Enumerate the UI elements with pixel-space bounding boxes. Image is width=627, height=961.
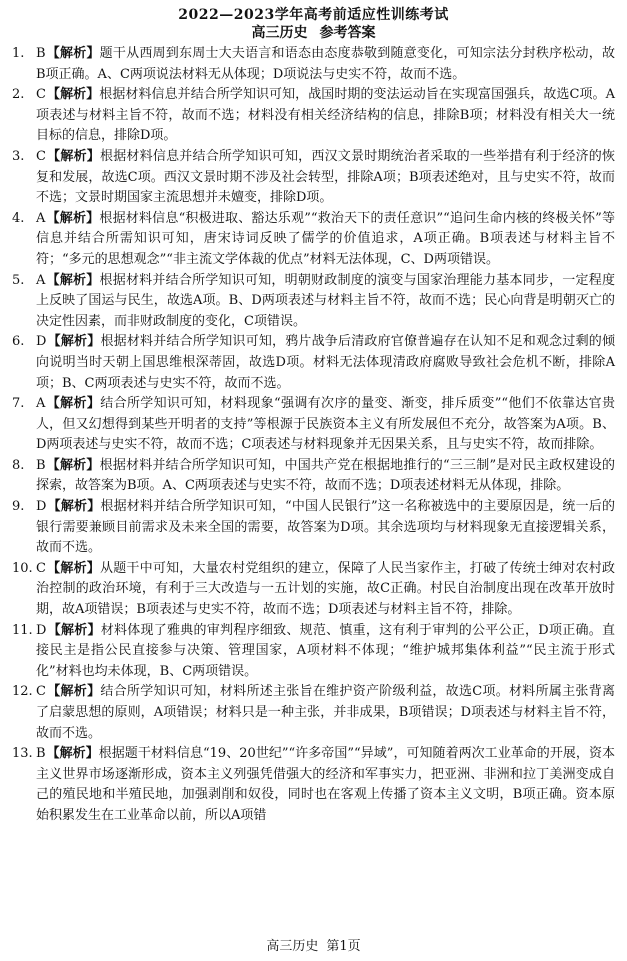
answer-letter: D xyxy=(36,334,47,350)
page-footer xyxy=(0,939,627,955)
answer-body xyxy=(36,682,615,744)
page-title: 2022—2023学年高考前适应性训练考试 xyxy=(178,7,449,23)
answer-letter: C xyxy=(36,560,46,576)
answer-body xyxy=(36,332,615,394)
answer-body xyxy=(36,44,615,85)
answer-explanation: 结合所学知识可知，材料现象“强调有次序的量变、渐变，排斥质变”“他们不依靠达官贵人，但又幻想得到某些开明者的支持”等根源于民族资本主义有所发展但不充分，故答案为A项。B、D两项表述与史实不符，故而不选；C项表述与材料现象并无因果关系，且与史实不符，故而排除。 xyxy=(36,396,615,453)
page-subtitle xyxy=(12,24,615,42)
answer-body xyxy=(36,456,615,497)
answer-item xyxy=(12,209,615,271)
answer-item xyxy=(12,744,615,826)
analysis-tag: 【解析】 xyxy=(46,272,100,288)
answer-body xyxy=(36,394,615,456)
answer-body xyxy=(36,85,615,147)
answer-number: 8. xyxy=(12,457,25,473)
answer-explanation: 根据材料信息并结合所学知识可知，战国时期的变法运动旨在实现富国强兵，故选C项。A项表述与材料主旨不符，故而不选；材料没有相关经济结构的信息，排除B项；材料没有相关大一统目标的信息，排除D项。 xyxy=(36,87,615,144)
answer-explanation: 结合所学知识可知，材料所述主张旨在维护资产阶级利益，故选C项。材料所属主张背离了启蒙思想的原则，A项错误；材料只是一种主张，并非成果，B项错误；D项表述与材料主旨不符，故而不选。 xyxy=(36,684,615,741)
analysis-tag: 【解析】 xyxy=(46,46,100,61)
doc-type-label: 参考答案 xyxy=(319,25,376,41)
answer-letter: B xyxy=(36,746,46,762)
answer-body xyxy=(36,271,615,333)
answer-item xyxy=(12,456,615,497)
answer-explanation: 根据材料信息“积极进取、豁达乐观”“救治天下的责任意识”“追问生命内核的终极关怀”等信息并结合所需知识可知，唐宋诗词反映了儒学的价值追求，A项正确。B项表述与材料主旨不符；“多元的思想观念”“非主流文学体裁的优点”材料无法体现，C、D两项错误。 xyxy=(36,210,615,267)
answer-number: 12. xyxy=(12,684,33,700)
answer-number: 13. xyxy=(12,746,33,762)
answer-explanation: 根据材料信息并结合所学知识可知，西汉文景时期统治者采取的一些举措有利于经济的恢复和发展，故选C项。西汉文景时期不涉及社会转型，排除A项；B项表述绝对，且与史实不符，故而不选；文景时期国家主流思想并未嬗变，排除D项。 xyxy=(36,148,615,206)
answer-number: 10. xyxy=(12,560,33,576)
analysis-tag: 【解析】 xyxy=(46,148,101,164)
answer-item xyxy=(12,44,615,85)
answer-item xyxy=(12,682,615,744)
answer-item xyxy=(12,147,615,209)
answer-letter: C xyxy=(36,87,46,103)
analysis-tag: 【解析】 xyxy=(47,499,101,515)
answer-item xyxy=(12,271,615,333)
answer-letter: B xyxy=(36,46,46,61)
analysis-tag: 【解析】 xyxy=(46,457,100,473)
answer-letter: C xyxy=(36,148,46,164)
answer-explanation: 根据材料并结合所学知识可知，鸦片战争后清政府官僚普遍存在认知不足和观念过剩的倾向说明当时天朝上国思维根深蒂固，故选D项。材料无法体现清政府腐败导致社会危机不断，排除A项；B、C两项表述与史实不符，故而不选。 xyxy=(36,334,615,391)
analysis-tag: 【解析】 xyxy=(46,560,101,576)
answer-explanation: 根据材料并结合所学知识可知，“中国人民银行”这一名称被选中的主要原因是，统一后的银行需要兼顾目前需求及未来全国的需要，故答案为D项。其余选项均与材料现象无直接逻辑关系，故而不选。 xyxy=(36,499,615,556)
answer-body xyxy=(36,744,615,826)
answer-number: 7. xyxy=(12,396,25,412)
answer-letter: D xyxy=(36,622,47,638)
answer-item xyxy=(12,559,615,621)
answer-number: 11. xyxy=(12,622,33,638)
answer-letter: A xyxy=(36,210,46,226)
analysis-tag: 【解析】 xyxy=(47,622,101,638)
answer-item xyxy=(12,621,615,683)
answer-body xyxy=(36,559,615,621)
answer-explanation: 根据材料并结合所学知识可知，中国共产党在根据地推行的“三三制”是对民主政权建设的探索，故答案为B项。A、C两项表述与史实不符，故而不选；D项表述材料无从体现，排除。 xyxy=(36,457,615,494)
answer-body xyxy=(36,497,615,559)
answer-number: 6. xyxy=(12,334,25,350)
answer-explanation: 题干从西周到东周士大夫语言和语态由态度恭敬到随意变化，可知宗法分封秩序松动，故B项正确。A、C两项说法材料无从体现；D项说法与史实不符，故而不选。 xyxy=(36,46,615,82)
answer-number: 4. xyxy=(12,210,25,226)
analysis-tag: 【解析】 xyxy=(46,396,101,412)
answer-body xyxy=(36,621,615,683)
answer-letter: D xyxy=(36,499,47,515)
answer-body xyxy=(36,147,615,209)
analysis-tag: 【解析】 xyxy=(46,87,100,103)
answer-body xyxy=(36,209,615,271)
answer-letter: A xyxy=(36,396,46,412)
answer-letter: C xyxy=(36,684,46,700)
answer-list xyxy=(12,44,615,827)
answer-item xyxy=(12,332,615,394)
answer-item xyxy=(12,85,615,147)
answer-number: 9. xyxy=(12,499,25,515)
answer-explanation: 材料体现了雅典的审判程序细致、规范、慎重，这有利于审判的公平公正，D项正确。直接民主是指公民直接参与决策、管理国家，A项材料不体现；“维护城邦集体利益”“民主流于形式化”材料也均未体现，B、C两项错误。 xyxy=(36,622,615,679)
answer-number: 1. xyxy=(12,46,25,61)
answer-item xyxy=(12,394,615,456)
subject-label: 高三历史 xyxy=(251,25,308,41)
answer-letter: B xyxy=(36,457,46,473)
answer-explanation: 从题干中可知，大量农村党组织的建立，保障了人民当家作主，打破了传统士绅对农村政治控制的政治环境，有利于三大改造与一五计划的实施，故C正确。村民自治制度出现在改革开放时期，故A项错误；B项表述与史实不符，故而不选；D项表述与材料主旨不符，排除。 xyxy=(36,560,615,618)
answer-number: 5. xyxy=(12,272,25,288)
analysis-tag: 【解析】 xyxy=(46,210,100,226)
answer-item xyxy=(12,497,615,559)
answer-explanation: 根据题干材料信息“19、20世纪”“许多帝国”“异域”，可知随着两次工业革命的开展，资本主义世界市场逐渐形成，资本主义列强凭借强大的经济和军事实力，把亚洲、非洲和拉丁美洲变成自己的殖民地和半殖民地，加强剥削和奴役，同时也在客观上传播了资本主义文明，B项正确。资本原始积累发生在工业革命以前，所以A项错 xyxy=(36,746,615,823)
analysis-tag: 【解析】 xyxy=(46,746,99,762)
answer-letter: A xyxy=(36,272,46,288)
analysis-tag: 【解析】 xyxy=(46,684,101,700)
answer-number: 3. xyxy=(12,148,25,164)
answer-explanation: 根据材料并结合所学知识可知，明朝财政制度的演变与国家治理能力基本同步，一定程度上反映了国运与民生，故选A项。B、D两项表述与材料主旨不符，故而不选；民心向背是明朝灭亡的决定性因素，而非财政制度的变化，C项错误。 xyxy=(36,272,615,329)
footer-page-number: 第1页 xyxy=(326,939,361,954)
footer-subject: 高三历史 xyxy=(266,939,319,954)
answer-number: 2. xyxy=(12,87,25,103)
analysis-tag: 【解析】 xyxy=(47,334,101,350)
